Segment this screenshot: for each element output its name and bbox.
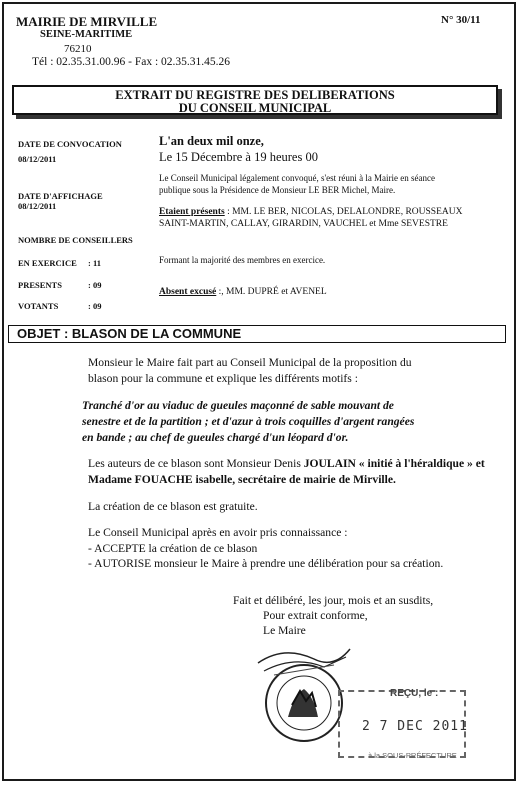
para-1-line-2: blason pour la commune et explique les différents motifs : <box>88 372 358 385</box>
convocation-text-1: Le Conseil Municipal légalement convoqué, s'est réuni à la Mairie en séance <box>159 173 436 183</box>
presents-names-2: SAINT-MARTIN, CALLAY, GIRARDIN, VAUCHEL et Mme SEVESTRE <box>159 219 448 229</box>
mairie-name: MAIRIE DE MIRVILLE <box>16 14 158 29</box>
auteurs-line-1 <box>88 457 485 470</box>
presents-names-1: : MM. LE BER, NICOLAS, DELALONDRE, ROUSSEAUX <box>224 207 463 217</box>
gratuite-text: La création de ce blason est gratuite. <box>88 500 258 513</box>
stamp-date: 2 7 DEC 2011 <box>362 719 468 734</box>
apres-text: Le Conseil Municipal après en avoir pris connaissance : <box>88 526 348 539</box>
absent-heading: Absent excusé <box>159 287 217 297</box>
exercice-value: : 11 <box>88 258 101 268</box>
accepte-text: - ACCEPTE la création de ce blason <box>88 542 258 555</box>
seance-annee: L'an deux mil onze, <box>159 134 264 148</box>
blason-line-1: Tranché d'or au viaduc de gueules maçonné de sable mouvant de <box>82 399 394 412</box>
maire-text: Le Maire <box>263 624 306 637</box>
conseillers-label: NOMBRE DE CONSEILLERS <box>18 235 133 245</box>
blason-line-3: en bande ; au chef de gueules chargé d'un léopard d'or. <box>82 431 349 444</box>
presents-value: : 09 <box>88 280 102 290</box>
code-postal: 76210 <box>64 43 92 55</box>
affichage-date: 08/12/2011 <box>18 201 57 211</box>
title-line-2: DU CONSEIL MUNICIPAL <box>178 101 332 115</box>
title-line-1: EXTRAIT DU REGISTRE DES DELIBERATIONS <box>115 88 395 102</box>
auteurs-intro: Les auteurs de ce blason sont Monsieur Denis <box>88 457 304 470</box>
convocation-text-2: publique sous la Présidence de Monsieur LE BER Michel, Maire. <box>159 185 396 195</box>
affichage-label: DATE D'AFFICHAGE <box>18 191 103 201</box>
auteurs-line-2: Madame FOUACHE isabelle, secrétaire de mairie de Mirville. <box>88 473 396 486</box>
para-1-line-1: Monsieur le Maire fait part au Conseil Municipal de la proposition du <box>88 356 412 369</box>
tel-fax: Tél : 02.35.31.00.96 - Fax : 02.35.31.45.26 <box>32 56 231 68</box>
stamp-sous-prefecture: à la SOUS-PRÉFECTURE <box>368 751 457 760</box>
presents-heading: Etaient présents <box>159 207 225 217</box>
auteurs-joulain: JOULAIN « initié à l'héraldique » et <box>303 457 485 470</box>
absent-line <box>159 287 327 297</box>
extrait-text: Pour extrait conforme, <box>263 609 368 622</box>
presents-line-1 <box>159 207 462 217</box>
deliberation-number: N° 30/11 <box>441 14 481 26</box>
votants-label: VOTANTS <box>18 301 59 311</box>
autorise-text: - AUTORISE monsieur le Maire à prendre une délibération pour sa création. <box>88 557 444 570</box>
stamp-recu: REÇU, le : <box>390 688 439 699</box>
fait-text: Fait et délibéré, les jour, mois et an susdits, <box>233 594 434 607</box>
convocation-label: DATE DE CONVOCATION <box>18 139 122 149</box>
title-box <box>12 85 498 115</box>
votants-value: : 09 <box>88 301 102 311</box>
blason-line-2: senestre et de la partition ; et d'azur à trois coquilles d'argent rangées <box>82 415 415 428</box>
objet-title: OBJET : BLASON DE LA COMMUNE <box>17 326 242 341</box>
exercice-label: EN EXERCICE <box>18 258 77 268</box>
seance-date: Le 15 Décembre à 19 heures 00 <box>159 150 318 164</box>
presents-label: PRESENTS <box>18 280 62 290</box>
convocation-date: 08/12/2011 <box>18 154 57 164</box>
majorite-text: Formant la majorité des membres en exercice. <box>159 255 326 265</box>
absent-names: :, MM. DUPRÉ et AVENEL <box>216 287 327 297</box>
departement: SEINE-MARITIME <box>40 29 133 40</box>
objet-box <box>8 325 506 343</box>
